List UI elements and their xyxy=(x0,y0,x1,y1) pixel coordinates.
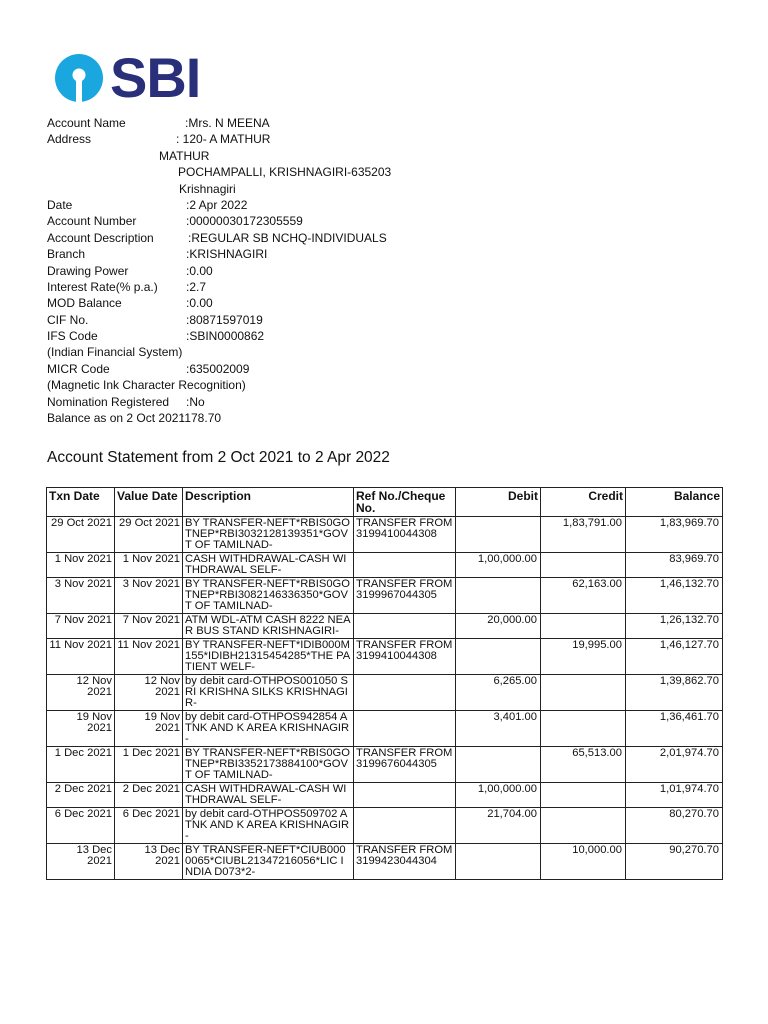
header-description: Description xyxy=(183,488,354,517)
cell-credit xyxy=(541,808,626,844)
cell-description: BY TRANSFER-NEFT*CIUB0000065*CIUBL21347216056*LIC INDIA D073*2- xyxy=(183,844,354,880)
account-field-value: :REGULAR SB NCHQ-INDIVIDUALS xyxy=(188,230,387,245)
transaction-table xyxy=(46,487,723,880)
account-field-row xyxy=(47,312,727,328)
cell-value-date: 11 Nov 2021 xyxy=(115,639,183,675)
cell-ref xyxy=(354,614,456,639)
account-field-row xyxy=(47,148,727,164)
cell-debit xyxy=(456,639,541,675)
account-field-value: :SBIN0000862 xyxy=(186,329,265,344)
cell-description: by debit card-OTHPOS001050 SRI KRISHNA SILKS KRISHNAGIR- xyxy=(183,675,354,711)
header-value-date: Value Date xyxy=(115,488,183,517)
account-field-label: (Indian Financial System) xyxy=(47,345,183,360)
account-field-label: Account Number xyxy=(47,214,137,229)
cell-debit: 3,401.00 xyxy=(456,711,541,747)
account-field-value: :80871597019 xyxy=(186,312,263,327)
cell-value-date: 1 Dec 2021 xyxy=(115,747,183,783)
cell-value-date: 6 Dec 2021 xyxy=(115,808,183,844)
table-row xyxy=(47,711,723,747)
cell-value-date: 12 Nov 2021 xyxy=(115,675,183,711)
cell-description: BY TRANSFER-NEFT*RBIS0GOTNEP*RBI3082146336350*GOVT OF TAMILNAD- xyxy=(183,578,354,614)
cell-txn-date: 13 Dec 2021 xyxy=(47,844,115,880)
account-field-value: :00000030172305559 xyxy=(186,214,303,229)
account-field-row xyxy=(47,361,727,377)
cell-description: BY TRANSFER-NEFT*IDIB000M155*IDIBH21315454285*THE PATIENT WELF- xyxy=(183,639,354,675)
table-row xyxy=(47,578,723,614)
account-field-label: Interest Rate(% p.a.) xyxy=(47,279,158,294)
cell-ref xyxy=(354,808,456,844)
brand-name: SBI xyxy=(110,46,201,109)
account-field-row xyxy=(47,377,727,393)
cell-description: BY TRANSFER-NEFT*RBIS0GOTNEP*RBI3032128139351*GOVT OF TAMILNAD- xyxy=(183,517,354,553)
cell-txn-date: 1 Nov 2021 xyxy=(47,553,115,578)
sbi-keyhole-icon xyxy=(54,53,104,103)
account-info xyxy=(47,115,727,426)
account-field-label: Date xyxy=(47,197,73,212)
table-row xyxy=(47,517,723,553)
account-field-value: :Mrs. N MEENA xyxy=(185,116,270,130)
account-field-label: Drawing Power xyxy=(47,263,129,278)
cell-balance: 1,83,969.70 xyxy=(626,517,723,553)
header-credit: Credit xyxy=(541,488,626,517)
cell-value-date: 19 Nov 2021 xyxy=(115,711,183,747)
cell-debit xyxy=(456,578,541,614)
account-field-row xyxy=(47,279,727,295)
account-field-value: :635002009 xyxy=(186,361,250,376)
cell-balance: 2,01,974.70 xyxy=(626,747,723,783)
account-field-row xyxy=(47,115,727,131)
cell-txn-date: 12 Nov 2021 xyxy=(47,675,115,711)
account-field-value: POCHAMPALLI, KRISHNAGIRI-635203 xyxy=(178,165,392,180)
table-row xyxy=(47,553,723,578)
account-field-label: MICR Code xyxy=(47,361,110,376)
cell-credit: 65,513.00 xyxy=(541,747,626,783)
cell-description: CASH WITHDRAWAL-CASH WITHDRAWAL SELF- xyxy=(183,783,354,808)
account-field-label: Nomination Registered xyxy=(47,394,170,409)
account-field-row xyxy=(47,197,727,213)
account-field-row xyxy=(47,295,727,311)
account-field-value: :2 Apr 2022 xyxy=(186,197,248,212)
cell-ref: TRANSFER FROM 3199423044304 xyxy=(354,844,456,880)
cell-value-date: 1 Nov 2021 xyxy=(115,553,183,578)
cell-credit xyxy=(541,711,626,747)
cell-txn-date: 3 Nov 2021 xyxy=(47,578,115,614)
account-field-row xyxy=(47,213,727,229)
table-row xyxy=(47,639,723,675)
cell-credit xyxy=(541,783,626,808)
account-field-value: :2.7 xyxy=(186,279,207,294)
cell-debit xyxy=(456,747,541,783)
account-field-row xyxy=(47,344,727,360)
cell-txn-date: 1 Dec 2021 xyxy=(47,747,115,783)
account-field-label: Address xyxy=(47,132,92,147)
cell-balance: 80,270.70 xyxy=(626,808,723,844)
account-field-row xyxy=(47,394,727,410)
account-field-row xyxy=(47,164,727,180)
cell-credit xyxy=(541,553,626,578)
cell-credit: 19,995.00 xyxy=(541,639,626,675)
account-field-label: Account Description xyxy=(47,230,154,245)
cell-debit: 6,265.00 xyxy=(456,675,541,711)
account-field-value: :0.00 xyxy=(186,296,213,311)
cell-description: BY TRANSFER-NEFT*RBIS0GOTNEP*RBI3352173884100*GOVT OF TAMILNAD- xyxy=(183,747,354,783)
header-txn-date: Txn Date xyxy=(47,488,115,517)
table-row xyxy=(47,614,723,639)
account-field-value: :0.00 xyxy=(186,263,213,278)
cell-txn-date: 29 Oct 2021 xyxy=(47,517,115,553)
cell-debit xyxy=(456,517,541,553)
cell-credit xyxy=(541,614,626,639)
table-header-row xyxy=(47,488,723,517)
cell-txn-date: 2 Dec 2021 xyxy=(47,783,115,808)
cell-credit: 10,000.00 xyxy=(541,844,626,880)
cell-ref: TRANSFER FROM 3199676044305 xyxy=(354,747,456,783)
cell-ref xyxy=(354,675,456,711)
cell-credit: 62,163.00 xyxy=(541,578,626,614)
cell-balance: 1,26,132.70 xyxy=(626,614,723,639)
cell-debit: 21,704.00 xyxy=(456,808,541,844)
account-field-value: Krishnagiri xyxy=(179,181,236,196)
account-field-value: :No xyxy=(186,394,205,409)
cell-txn-date: 6 Dec 2021 xyxy=(47,808,115,844)
cell-debit: 20,000.00 xyxy=(456,614,541,639)
account-field-row xyxy=(47,230,727,246)
cell-value-date: 2 Dec 2021 xyxy=(115,783,183,808)
cell-value-date: 3 Nov 2021 xyxy=(115,578,183,614)
account-field-label: (Magnetic Ink Character Recognition) xyxy=(47,378,246,393)
header-debit: Debit xyxy=(456,488,541,517)
cell-balance: 1,01,974.70 xyxy=(626,783,723,808)
account-field-row xyxy=(47,181,727,197)
sbi-logo xyxy=(54,46,201,109)
cell-credit xyxy=(541,675,626,711)
account-field-label: Account Name xyxy=(47,116,126,130)
account-field-label: Branch xyxy=(47,247,86,262)
table-row xyxy=(47,783,723,808)
cell-ref: TRANSFER FROM 3199410044308 xyxy=(354,639,456,675)
account-field-value: MATHUR xyxy=(159,148,210,163)
cell-txn-date: 19 Nov 2021 xyxy=(47,711,115,747)
cell-balance: 1,36,461.70 xyxy=(626,711,723,747)
table-row xyxy=(47,675,723,711)
cell-value-date: 29 Oct 2021 xyxy=(115,517,183,553)
statement-title: Account Statement from 2 Oct 2021 to 2 Apr 2022 xyxy=(47,449,390,466)
cell-value-date: 13 Dec 2021 xyxy=(115,844,183,880)
cell-description: CASH WITHDRAWAL-CASH WITHDRAWAL SELF- xyxy=(183,553,354,578)
cell-ref xyxy=(354,711,456,747)
account-field-label: IFS Code xyxy=(47,329,98,344)
table-row xyxy=(47,747,723,783)
cell-balance: 83,969.70 xyxy=(626,553,723,578)
account-field-row xyxy=(47,246,727,262)
cell-description: ATM WDL-ATM CASH 8222 NEAR BUS STAND KRISHNAGIRI- xyxy=(183,614,354,639)
account-field-value: : 120- A MATHUR xyxy=(176,132,271,147)
account-field-row xyxy=(47,131,727,147)
account-field-label: Balance as on 2 Oct 2021 xyxy=(47,411,186,426)
account-field-row xyxy=(47,263,727,279)
cell-value-date: 7 Nov 2021 xyxy=(115,614,183,639)
account-field-row xyxy=(47,328,727,344)
header-ref: Ref No./Cheque No. xyxy=(354,488,456,517)
cell-ref: TRANSFER FROM 3199967044305 xyxy=(354,578,456,614)
cell-ref xyxy=(354,553,456,578)
cell-debit: 1,00,000.00 xyxy=(456,553,541,578)
cell-balance: 1,39,862.70 xyxy=(626,675,723,711)
cell-debit xyxy=(456,844,541,880)
account-field-label: MOD Balance xyxy=(47,296,122,311)
cell-txn-date: 11 Nov 2021 xyxy=(47,639,115,675)
cell-ref: TRANSFER FROM 3199410044308 xyxy=(354,517,456,553)
table-row xyxy=(47,808,723,844)
header-balance: Balance xyxy=(626,488,723,517)
cell-txn-date: 7 Nov 2021 xyxy=(47,614,115,639)
cell-balance: 90,270.70 xyxy=(626,844,723,880)
cell-credit: 1,83,791.00 xyxy=(541,517,626,553)
cell-description: by debit card-OTHPOS942854 ATNK AND K AREA KRISHNAGIR- xyxy=(183,711,354,747)
account-field-value: :KRISHNAGIRI xyxy=(186,247,268,262)
account-field-label: CIF No. xyxy=(47,312,89,327)
cell-ref xyxy=(354,783,456,808)
cell-balance: 1,46,127.70 xyxy=(626,639,723,675)
cell-balance: 1,46,132.70 xyxy=(626,578,723,614)
cell-debit: 1,00,000.00 xyxy=(456,783,541,808)
account-field-row xyxy=(47,410,727,426)
cell-description: by debit card-OTHPOS509702 ATNK AND K AREA KRISHNAGIR- xyxy=(183,808,354,844)
account-field-value: :178.70 xyxy=(181,411,222,426)
table-row xyxy=(47,844,723,880)
